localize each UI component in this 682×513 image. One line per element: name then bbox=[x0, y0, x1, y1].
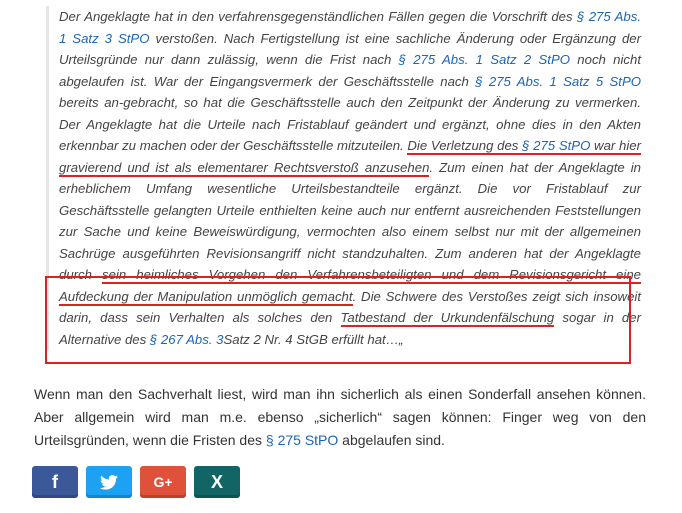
quote-paragraph bbox=[59, 6, 641, 350]
quote-text: Der Angeklagte hat in den verfahrensgegenständlichen Fällen gegen die Vorschrift des bbox=[59, 9, 577, 24]
quote-text: Satz 2 Nr. 4 StGB erfüllt hat…„ bbox=[223, 331, 404, 347]
body-paragraph bbox=[34, 383, 646, 452]
highlight-underline-2: sein heimliches Vorgehen den Verfahrensbeteiligten und dem Revisionsgericht eine Aufdeckung der Manipulation unmöglich gemacht bbox=[59, 267, 641, 304]
quote-text: . Die Schwere des Verstoßes zeigt sich insoweit darin, dass sein Verhalten als solches den bbox=[59, 288, 641, 325]
body-text: abgelaufen sind. bbox=[338, 432, 445, 448]
link-267-abs3[interactable]: § 267 Abs. 3 bbox=[149, 331, 224, 347]
xing-share-button[interactable] bbox=[194, 466, 240, 498]
link-275-abs1-satz3[interactable]: § 275 Abs. 1 Satz 3 StPO bbox=[59, 9, 641, 46]
googleplus-icon: G+ bbox=[153, 474, 173, 490]
facebook-icon: f bbox=[52, 471, 58, 492]
link-275-abs1-satz2[interactable]: § 275 Abs. 1 Satz 2 StPO bbox=[398, 52, 571, 67]
quote-text: sogar in der Alternative des bbox=[59, 310, 641, 347]
googleplus-share-button[interactable] bbox=[140, 466, 186, 498]
quote-text: bereits an-gebracht, so hat die Geschäftsstelle auch den Zeitpunkt der Änderung zu vermerken. Der Angeklagte hat die Urteile nach Fristablauf geändert und ergänzt, ohne dies in den Akten erkennbar zu machen oder der Geschäftsstelle mitzuteilen. bbox=[59, 95, 641, 153]
quote-text: verstoßen. Nach Fertigstellung ist eine sachliche Änderung oder Ergänzung der Urteilsgründe nur dann zulässig, wenn die Frist nach bbox=[59, 30, 642, 67]
link-275-abs1-satz5[interactable]: § 275 Abs. 1 Satz 5 StPO bbox=[475, 73, 641, 89]
quote-text: noch nicht abgelaufen ist. War der Eingangsvermerk der Geschäftsstelle nach bbox=[59, 52, 641, 89]
facebook-share-button[interactable] bbox=[32, 466, 78, 498]
blockquote bbox=[46, 6, 641, 350]
quote-text: Die Verletzung des bbox=[407, 138, 523, 153]
twitter-icon bbox=[100, 475, 118, 490]
highlight-underline-3: Tatbestand der Urkundenfälschung bbox=[340, 310, 555, 325]
body-text: Wenn man den Sachverhalt liest, wird man ihn sicherlich als einen Sonderfall ansehen können. Aber allgemein wird man m.e. ebenso „sicherlich“ sagen können: Finger weg von den Urteilsgründen, wenn die Fristen des bbox=[34, 386, 646, 448]
link-275-stpo[interactable]: § 275 StPO bbox=[522, 138, 591, 153]
twitter-share-button[interactable] bbox=[86, 466, 132, 498]
quote-text: . Zum einen hat der Angeklagte in erheblichem Umfang wesentliche Urteilsbestandteile ergänzt. Die vor Fristablauf zur Geschäftsstelle gelangten Urteile enthielten keine auch nur entfernt ausreichenden Feststellungen zur Sache und keine Beweiswürdigung, vermochten also einem selbst nur mit der allgemeinen Sachrüge ausgeführten Revisionsangriff nicht standzuhalten. Zum anderen hat der Angeklagte durch bbox=[59, 159, 641, 282]
xing-icon: X bbox=[210, 471, 223, 492]
quote-text: war hier gravierend und ist als elementarer Rechtsverstoß anzusehen bbox=[59, 138, 641, 175]
share-buttons bbox=[32, 466, 240, 498]
link-275-stpo-body[interactable]: § 275 StPO bbox=[265, 432, 339, 448]
